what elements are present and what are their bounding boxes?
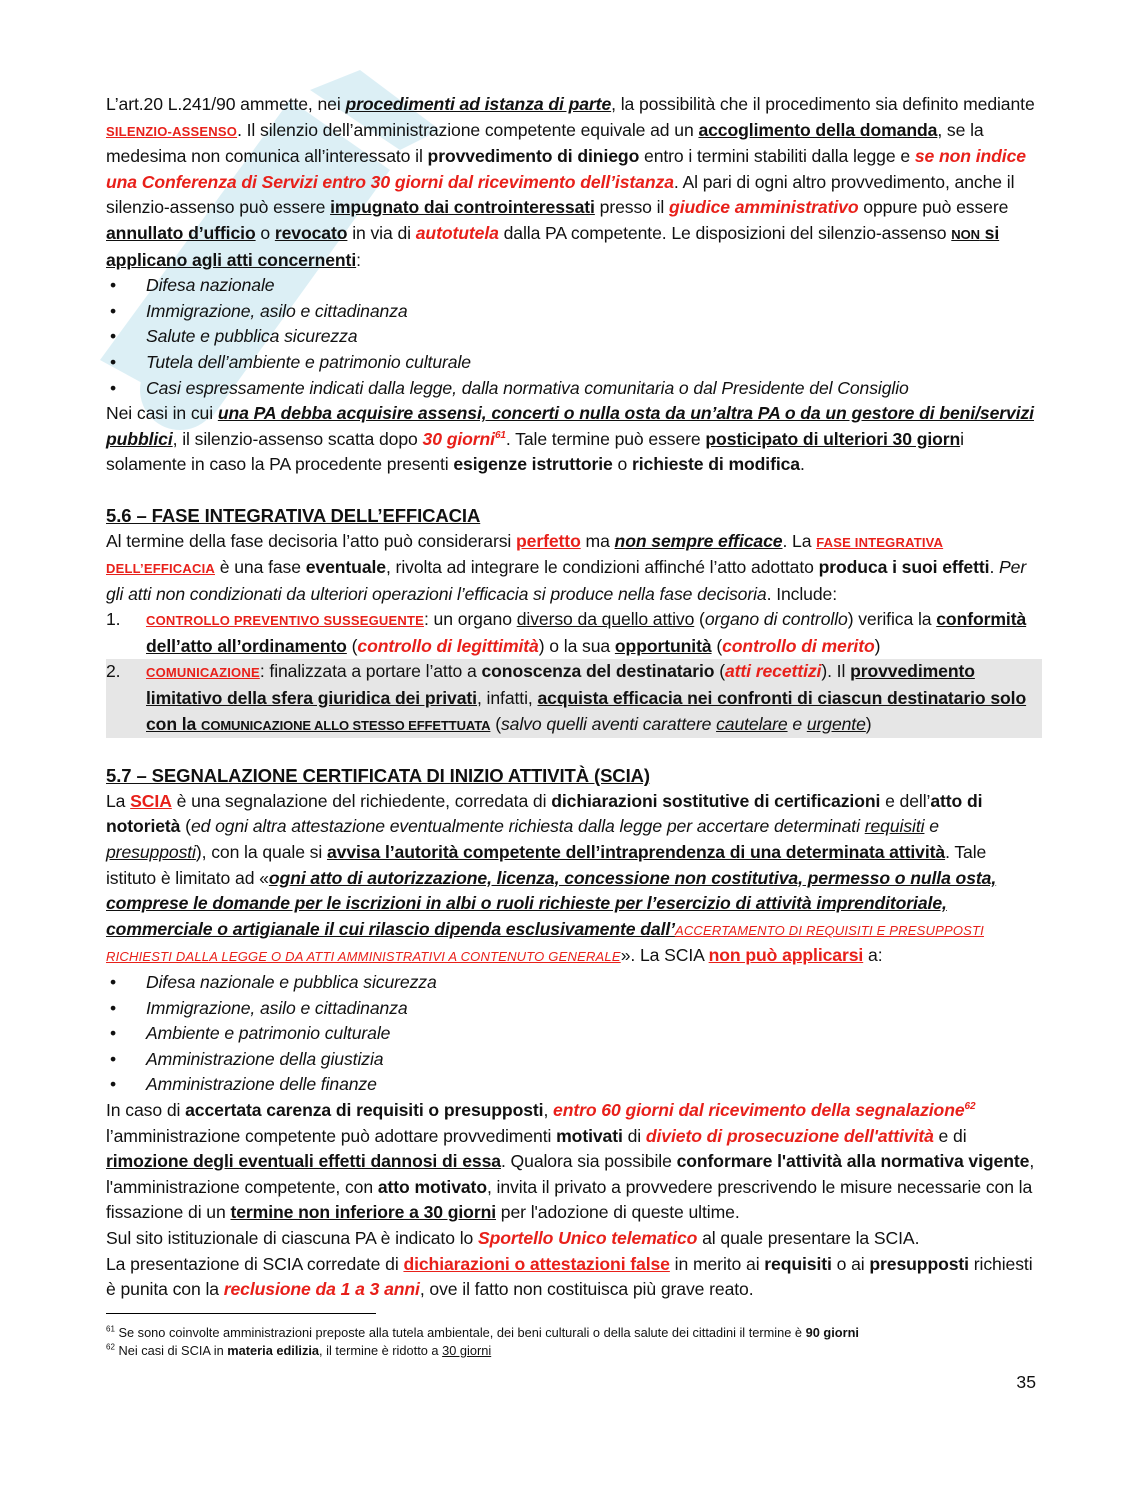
footnote-61 bbox=[106, 1324, 1038, 1342]
text: presupposti bbox=[106, 842, 196, 863]
text: , ove il fatto non costituisca più grave reato. bbox=[419, 1279, 754, 1300]
text: dichiarazioni o attestazioni false bbox=[403, 1253, 670, 1274]
text: Sportello Unico telematico bbox=[477, 1227, 698, 1248]
text: . Include: bbox=[766, 583, 838, 604]
text: . La bbox=[782, 530, 817, 551]
list-item: • Ambiente e patrimonio culturale bbox=[106, 1021, 1038, 1047]
text: cautelare bbox=[716, 713, 788, 734]
text: revocato bbox=[274, 222, 348, 243]
text: richiesti è punita con la bbox=[106, 1253, 1033, 1300]
text: , infatti, bbox=[476, 688, 538, 709]
text: ( bbox=[694, 609, 705, 630]
text: in merito ai bbox=[669, 1253, 765, 1274]
text: è una fase bbox=[214, 557, 306, 578]
text: ACCERTAMENTO DI REQUISITI E PRESUPPOSTI RICHIESTI DALLA LEGGE O DA ATTI AMMINISTRATIVI A CONTENUTO GENERALE bbox=[106, 922, 984, 965]
text: COMUNICAZIONE ALLO STESSO EFFETTUATA bbox=[201, 717, 491, 733]
text: ) bbox=[874, 635, 881, 656]
text: giudice amministrativo bbox=[669, 197, 859, 218]
text: 30 giorni bbox=[442, 1343, 492, 1358]
scia-exclusions-list bbox=[106, 970, 1038, 1098]
text: termine non inferiore a 30 giorni bbox=[230, 1202, 497, 1223]
text: ed ogni altra attestazione eventualmente richiesta dalla legge per accertare determinati bbox=[190, 816, 865, 837]
text: ( bbox=[490, 713, 501, 734]
assensi-paragraph bbox=[106, 401, 1038, 478]
text: entro 60 giorni dal ricevimento della segnalazione bbox=[553, 1099, 965, 1120]
text: ( bbox=[711, 635, 723, 656]
text: : bbox=[356, 249, 361, 270]
silenzio-exclusions-list bbox=[106, 273, 1038, 401]
text: 90 giorni bbox=[805, 1325, 859, 1340]
text: presupposti bbox=[869, 1253, 969, 1274]
text: impugnato dai controinteressati bbox=[330, 197, 595, 218]
text: motivati bbox=[556, 1125, 623, 1146]
carenza-paragraph bbox=[106, 1098, 1038, 1226]
list-item: • Difesa nazionale e pubblica sicurezza bbox=[106, 970, 1038, 996]
text: Nei casi in cui bbox=[106, 403, 218, 424]
text: di bbox=[622, 1125, 646, 1146]
text: : finalizzata a portare l’atto a bbox=[259, 661, 482, 682]
footnote-ref: 62 bbox=[964, 1101, 976, 1113]
page-number: 35 bbox=[1016, 1372, 1036, 1392]
text: si applicano agli atti concernenti bbox=[106, 222, 1000, 270]
text: organo di controllo bbox=[704, 609, 848, 630]
text: accoglimento della domanda bbox=[698, 119, 938, 140]
list-item-highlighted bbox=[106, 659, 1042, 738]
text: oppure può essere bbox=[858, 197, 1009, 218]
text: a: bbox=[863, 945, 883, 966]
efficacia-list bbox=[106, 607, 1038, 738]
text: conformare l'attività alla normativa vigente bbox=[676, 1151, 1030, 1172]
text: dichiarazioni sostitutive di certificazioni bbox=[551, 790, 881, 811]
text: SCIA bbox=[130, 790, 172, 811]
text: ) o la sua bbox=[538, 635, 615, 656]
list-number: 1. bbox=[106, 609, 121, 630]
text: o ai bbox=[831, 1253, 870, 1274]
text: , bbox=[543, 1099, 554, 1120]
text: 30 giorni bbox=[422, 428, 495, 449]
section-heading-5-6: 5.6 – FASE INTEGRATIVA DELL’EFFICACIA bbox=[106, 504, 481, 526]
intro-paragraph bbox=[106, 92, 1038, 273]
text: entro i termini stabiliti dalla legge e bbox=[639, 146, 915, 167]
list-item bbox=[106, 607, 1038, 659]
main-text bbox=[106, 92, 1038, 1303]
list-item: • Immigrazione, asilo e cittadinanza bbox=[106, 299, 1038, 325]
footnote-number: 62 bbox=[106, 1342, 115, 1352]
text: , rivolta ad integrare le condizioni affinché l’atto adottato bbox=[385, 557, 819, 578]
text: o bbox=[255, 222, 275, 243]
text: Sul sito istituzionale di ciascuna PA è indicato lo bbox=[106, 1227, 478, 1248]
text: ( bbox=[714, 661, 725, 682]
text: , il termine è ridotto a bbox=[319, 1343, 443, 1358]
text: non sempre efficace bbox=[614, 530, 783, 551]
text: è una segnalazione del richiedente, corredata di bbox=[171, 790, 552, 811]
footnotes bbox=[106, 1324, 1038, 1360]
text: . Tale istituto è limitato ad « bbox=[106, 842, 987, 888]
text: ( bbox=[180, 816, 191, 837]
text: ogni atto di autorizzazione, licenza, concessione non costitutiva, permesso o nulla osta, comprese le domande per le iscrizioni in albi o ruoli richieste per l’esercizio di attività imprenditoriale, commerciale o artigianale il cui rilascio dipenda esclusivamente dall’ bbox=[106, 867, 997, 939]
text: atto motivato bbox=[377, 1176, 487, 1197]
text: in via di bbox=[347, 222, 416, 243]
false-declarations-paragraph bbox=[106, 1252, 1038, 1303]
text: non può applicarsi bbox=[708, 945, 864, 966]
text: avvisa l’autorità competente dell’intraprendenza di una determinata attività bbox=[326, 842, 946, 863]
section-5-7-paragraph bbox=[106, 789, 1038, 970]
text: esigenze istruttorie bbox=[453, 454, 613, 475]
list-number: 2. bbox=[106, 661, 121, 682]
text: requisiti bbox=[764, 1253, 832, 1274]
text: ». La SCIA bbox=[620, 945, 709, 966]
text: , invita il privato a provvedere prescrivendo le misure necessarie con la fissazione di un bbox=[106, 1176, 1033, 1223]
text: l’amministrazione competente può adottare provvedimenti bbox=[106, 1125, 557, 1146]
list-item: • Immigrazione, asilo e cittadinanza bbox=[106, 996, 1038, 1022]
text: , l'amministrazione competente, con bbox=[106, 1151, 1035, 1197]
text: ) verifica la bbox=[847, 609, 937, 630]
text: opportunità bbox=[614, 635, 712, 656]
text: urgente bbox=[806, 713, 866, 734]
footnote-62 bbox=[106, 1342, 1038, 1360]
list-item: • Salute e pubblica sicurezza bbox=[106, 324, 1038, 350]
text: controllo di merito bbox=[722, 635, 875, 656]
text: rimozione degli eventuali effetti dannosi di essa bbox=[106, 1151, 501, 1172]
text: . Qualora sia possibile bbox=[500, 1151, 677, 1172]
text: produca i suoi effetti bbox=[818, 557, 990, 578]
text: accertata carenza di requisiti o presupposti bbox=[185, 1099, 544, 1120]
text: diverso da quello attivo bbox=[516, 609, 695, 630]
text: annullato d’ufficio bbox=[106, 222, 256, 243]
text: atto di notorietà bbox=[106, 790, 983, 837]
text: una PA debba acquisire assensi, concerti o nulla osta da un’altra PA o da un gestore di beni/servizi pubblici bbox=[106, 403, 1034, 449]
text: In caso di bbox=[106, 1099, 186, 1120]
text: e di bbox=[933, 1125, 967, 1146]
text: , il silenzio-assenso scatta dopo bbox=[172, 428, 423, 449]
text: Al termine della fase decisoria l’atto può considerarsi bbox=[106, 530, 517, 551]
text: L’art.20 L.241/90 ammette, nei bbox=[106, 94, 346, 114]
text: CONTROLLO PREVENTIVO SUSSEGUENTE bbox=[146, 613, 424, 629]
sportello-paragraph bbox=[106, 1226, 1038, 1252]
text: divieto di prosecuzione dell'attività bbox=[645, 1125, 934, 1146]
text: e bbox=[924, 816, 939, 837]
list-item: • Casi espressamente indicati dalla legge, dalla normativa comunitaria o dal Presidente del Consiglio bbox=[106, 376, 1038, 402]
text: eventuale bbox=[305, 557, 386, 578]
list-item: • Amministrazione della giustizia bbox=[106, 1047, 1038, 1073]
list-item: • Amministrazione delle finanze bbox=[106, 1072, 1038, 1098]
footnote-number: 61 bbox=[106, 1324, 115, 1334]
text: La bbox=[106, 790, 131, 811]
text: e bbox=[787, 713, 807, 734]
text: o bbox=[612, 454, 632, 475]
text: controllo di legittimità bbox=[357, 635, 539, 656]
list-item: • Difesa nazionale bbox=[106, 273, 1038, 299]
text: al quale presentare la SCIA. bbox=[697, 1227, 920, 1248]
text: requisiti bbox=[864, 816, 925, 837]
text: salvo quelli aventi carattere bbox=[500, 713, 717, 734]
text: perfetto bbox=[516, 530, 581, 551]
text: posticipato di ulteriori 30 giorn bbox=[705, 428, 961, 449]
text: : un organo bbox=[423, 609, 517, 630]
text: autotutela bbox=[415, 222, 499, 243]
text: per l'adozione di queste ultime. bbox=[496, 1202, 740, 1223]
footnote-ref: 61 bbox=[494, 429, 506, 441]
text: dalla PA competente. Le disposizioni del silenzio-assenso bbox=[498, 222, 952, 243]
section-5-6-paragraph bbox=[106, 529, 1038, 608]
text: ma bbox=[580, 530, 615, 551]
text: . Tale termine può essere bbox=[505, 428, 706, 449]
text: ( bbox=[346, 635, 358, 656]
text: , la possibilità che il procedimento sia definito mediante bbox=[611, 94, 1035, 114]
text: se non indice una Conferenza di Servizi entro 30 giorni dal ricevimento dell’istanza bbox=[106, 146, 1026, 192]
text: procedimenti ad istanza di parte bbox=[345, 94, 612, 114]
text: FASE INTEGRATIVA DELL’EFFICACIA bbox=[106, 534, 944, 577]
section-heading-5-7: 5.7 – SEGNALAZIONE CERTIFICATA DI INIZIO ATTIVITÀ (SCIA) bbox=[106, 765, 650, 787]
text: richieste di modifica bbox=[631, 454, 800, 475]
text: Se sono coinvolte amministrazioni preposte alla tutela ambientale, dei beni culturali o della salute dei cittadini il termine è bbox=[114, 1325, 806, 1340]
text: SILENZIO-ASSENSO bbox=[106, 123, 238, 139]
list-item: • Tutela dell’ambiente e patrimonio culturale bbox=[106, 350, 1038, 376]
text: NON bbox=[951, 226, 980, 242]
text: acquista efficacia nei confronti di ciascun destinatario solo con la bbox=[146, 688, 1027, 734]
text: reclusione da 1 a 3 anni bbox=[223, 1279, 420, 1300]
text: . bbox=[989, 557, 1000, 578]
text: conoscenza del destinatario bbox=[481, 661, 715, 682]
text: provvedimento limitativo della sfera giuridica dei privati bbox=[146, 661, 975, 709]
text: provvedimento di diniego bbox=[427, 146, 640, 167]
text: conformità dell’atto all’ordinamento bbox=[146, 609, 1027, 656]
text: ). Il bbox=[821, 661, 851, 682]
text: atti recettizi bbox=[724, 661, 822, 682]
text: e dell’ bbox=[880, 790, 931, 811]
text: Per gli atti non condizionati da ulteriori operazioni l’efficacia si produce nella fase decisoria bbox=[106, 557, 1027, 604]
text: . Il silenzio dell’amministrazione competente equivale ad un bbox=[237, 119, 699, 140]
text: materia edilizia bbox=[227, 1343, 320, 1358]
text: ), con la quale si bbox=[195, 842, 327, 863]
text: , se la medesima non comunica all’interessato il bbox=[106, 119, 984, 167]
text: La presentazione di SCIA corredate di bbox=[106, 1253, 404, 1274]
text: . bbox=[800, 454, 805, 475]
text: i solamente in caso la PA procedente presenti bbox=[106, 428, 964, 475]
text: . Al pari di ogni altro provvedimento, anche il silenzio-assenso può essere bbox=[106, 171, 1015, 218]
text: COMUNICAZIONE bbox=[146, 665, 260, 681]
footnote-separator bbox=[106, 1313, 376, 1314]
text: ) bbox=[865, 713, 872, 734]
text: presso il bbox=[594, 197, 670, 218]
text: Nei casi di SCIA in bbox=[114, 1343, 228, 1358]
